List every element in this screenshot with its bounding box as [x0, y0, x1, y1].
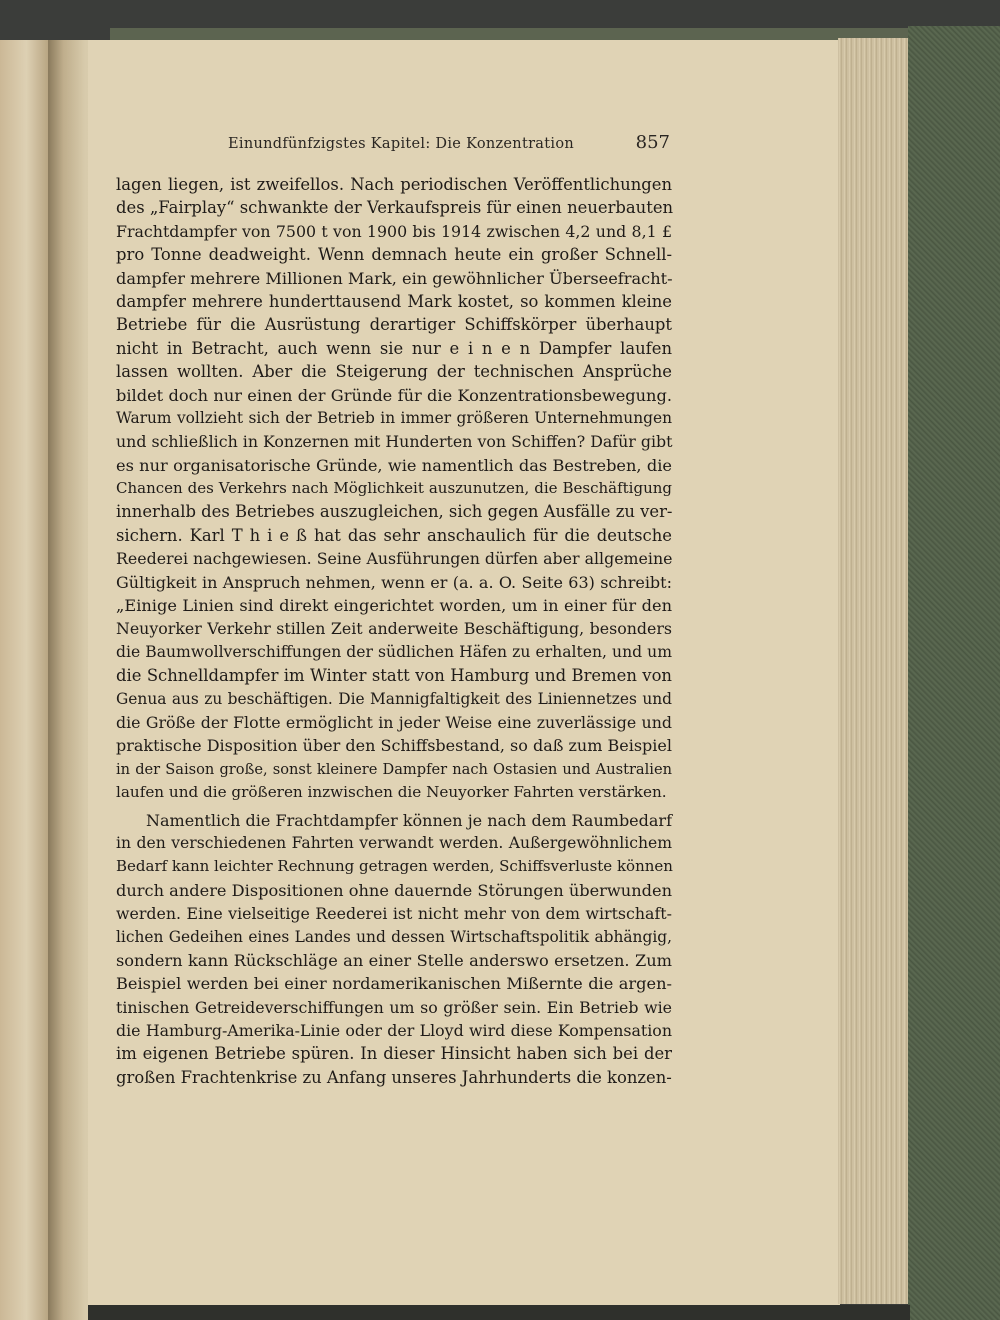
text-line: durch andere Dispositionen ohne dauernde Störungen überwunden — [116, 880, 672, 900]
text-line: tinischen Getreideverschiffungen um so größer sein. Ein Betrieb wie — [116, 997, 672, 1017]
text-line: nicht in Betracht, auch wenn sie nur e i n e n Dampfer laufen — [116, 338, 672, 358]
text-line: innerhalb des Betriebes auszugleichen, sich gegen Ausfälle zu ver- — [116, 502, 673, 522]
paragraph — [116, 173, 672, 805]
text-line: Chancen des Verkehrs nach Möglichkeit auszunutzen, die Beschäftigung — [116, 479, 672, 498]
scan-bottom-shadow — [88, 1305, 910, 1320]
paragraph — [116, 809, 672, 1090]
text-line: Beispiel werden bei einer nordamerikanischen Mißernte die argen- — [116, 974, 672, 994]
text-line: es nur organisatorische Gründe, wie namentlich das Bestreben, die — [116, 455, 672, 475]
text-line: in der Saison große, sonst kleinere Dampfer nach Ostasien und Australien — [116, 760, 672, 778]
text-line: praktische Disposition über den Schiffsbestand, so daß zum Beispiel — [116, 736, 672, 756]
page-header — [110, 132, 670, 162]
text-line: Warum vollzieht sich der Betrieb in immer größeren Unternehmungen — [116, 408, 672, 427]
text-line: Bedarf kann leichter Rechnung getragen werden, Schiffsverluste können — [116, 857, 673, 876]
text-line: Neuyorker Verkehr stillen Zeit anderweite Beschäftigung, besonders — [116, 619, 672, 639]
text-line: Gültigkeit in Anspruch nehmen, wenn er (a. a. O. Seite 63) schreibt: — [116, 572, 672, 592]
text-line: großen Frachtenkrise zu Anfang unseres Jahrhunderts die konzen- — [116, 1067, 672, 1087]
text-line: bildet doch nur einen der Gründe für die Konzentrationsbewegung. — [116, 385, 672, 405]
text-line: die Größe der Flotte ermöglicht in jeder Weise eine zuverlässige und — [116, 712, 672, 732]
text-line: die Hamburg-Amerika-Linie oder der Lloyd wird diese Kompensation — [116, 1021, 672, 1041]
text-line: sondern kann Rückschläge an einer Stelle anderswo ersetzen. Zum — [116, 950, 672, 970]
text-line: „Einige Linien sind direkt eingerichtet worden, um in einer für den — [116, 596, 672, 616]
text-line: pro Tonne deadweight. Wenn demnach heute ein großer Schnell- — [116, 245, 672, 265]
text-line: Reederei nachgewiesen. Seine Ausführungen dürfen aber allgemeine — [116, 549, 673, 569]
text-line: lassen wollten. Aber die Steigerung der technischen Ansprüche — [116, 362, 672, 382]
text-line: dampfer mehrere hunderttausend Mark kostet, so kommen kleine — [116, 291, 672, 311]
text-line: in den verschiedenen Fahrten verwandt werden. Außergewöhnlichem — [116, 833, 672, 852]
text-line: laufen und die größeren inzwischen die Neuyorker Fahrten verstärken. — [116, 783, 667, 802]
book-cover-cloth — [908, 26, 1000, 1320]
text-line: lichen Gedeihen eines Landes und dessen Wirtschaftspolitik abhängig, — [116, 927, 672, 946]
text-line: Frachtdampfer von 7500 t von 1900 bis 1914 zwischen 4,2 und 8,1 £ — [116, 221, 672, 241]
text-line: die Baumwollverschiffungen der südlichen Häfen zu erhalten, und um — [116, 642, 672, 661]
text-line: des „Fairplay“ schwankte der Verkaufspreis für einen neuerbauten — [116, 198, 674, 218]
facing-page-edge — [0, 40, 48, 1320]
text-line: Namentlich die Frachtdampfer können je nach dem Raumbedarf — [146, 810, 672, 830]
page-fore-edge — [838, 38, 910, 1304]
text-line: im eigenen Betriebe spüren. In dieser Hinsicht haben sich bei der — [116, 1044, 672, 1064]
running-head: Einundfünfzigstes Kapitel: Die Konzentration — [228, 136, 574, 152]
text-line: sichern. Karl T h i e ß hat das sehr anschaulich für die deutsche — [116, 525, 672, 545]
page-number: 857 — [635, 132, 670, 153]
text-line: die Schnelldampfer im Winter statt von Hamburg und Bremen von — [116, 666, 672, 686]
text-line: lagen liegen, ist zweifellos. Nach periodischen Veröffentlichungen — [116, 175, 672, 194]
text-line: Genua aus zu beschäftigen. Die Mannigfaltigkeit des Liniennetzes und — [116, 689, 672, 708]
text-line: Betriebe für die Ausrüstung derartiger Schiffskörper überhaupt — [116, 315, 672, 335]
text-line: dampfer mehrere Millionen Mark, ein gewöhnlicher Überseefracht- — [116, 268, 673, 288]
text-line: werden. Eine vielseitige Reederei ist nicht mehr von dem wirtschaft- — [116, 904, 672, 924]
text-line: und schließlich in Konzernen mit Hunderten von Schiffen? Dafür gibt — [116, 432, 673, 452]
body-text — [116, 173, 672, 1089]
